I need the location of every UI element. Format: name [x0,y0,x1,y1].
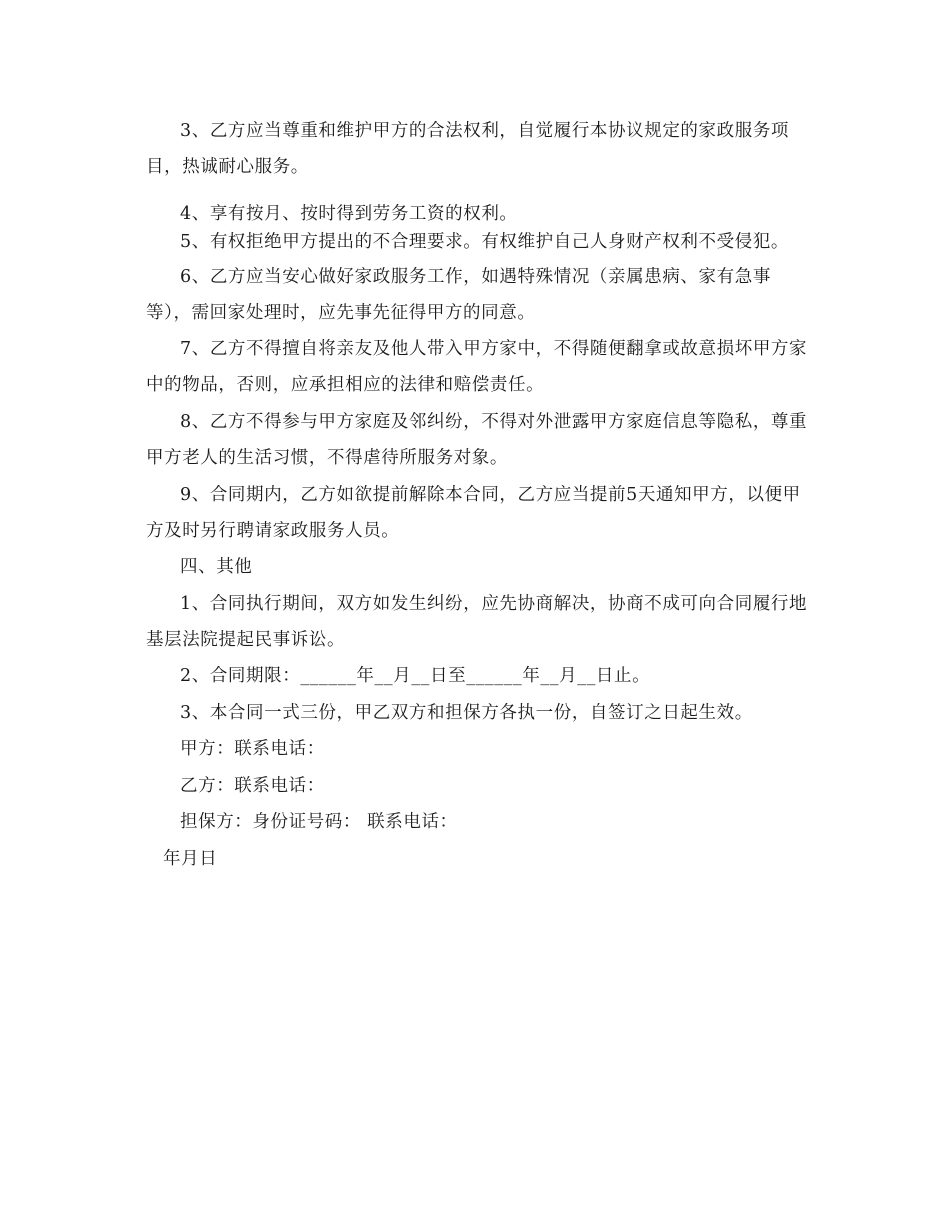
other-clause-1-disputes: 1、合同执行期间，双方如发生纠纷，应先协商解决，协商不成可向合同履行地基层法院提起民事诉讼。 [146,594,808,650]
clause-3-respect-rights: 3、乙方应当尊重和维护甲方的合法权利，自觉履行本协议规定的家政服务项目，热诚耐心服务。 [146,121,790,177]
other-clause-3-copies: 3、本合同一式三份，甲乙双方和担保方各执一份，自签订之日起生效。 [180,703,753,723]
party-b-signature-line: 乙方：联系电话： [180,776,325,796]
other-clause-2-term: 2、合同期限：______年__月__日至______年__月__日止。 [180,666,651,686]
clause-8-privacy: 8、乙方不得参与甲方家庭及邻纠纷，不得对外泄露甲方家庭信息等隐私，尊重甲方老人的生活习惯，不得虐待所服务对象。 [146,412,808,468]
guarantor-signature-line: 担保方：身份证号码： 联系电话： [180,812,458,832]
clause-6-special-circumstances: 6、乙方应当安心做好家政服务工作，如遇特殊情况（亲属患病、家有急事等），需回家处理时，应先事先征得甲方的同意。 [146,267,771,323]
date-line: 年月日 [163,849,218,869]
clause-9-early-termination: 9、合同期内，乙方如欲提前解除本合同，乙方应当提前5天通知甲方，以便甲方及时另行聘请家政服务人员。 [146,485,801,541]
clause-7-no-guests: 7、乙方不得擅自将亲友及他人带入甲方家中，不得随便翻拿或故意损坏甲方家中的物品，否则，应承担相应的法律和赔偿责任。 [146,339,808,395]
clause-4-wage-rights: 4、享有按月、按时得到劳务工资的权利。 [180,204,518,224]
party-a-signature-line: 甲方：联系电话： [180,739,325,759]
clause-5-refuse-unreasonable: 5、有权拒绝甲方提出的不合理要求。有权维护自己人身财产权利不受侵犯。 [180,232,790,252]
section-4-heading: 四、其他 [180,557,253,577]
